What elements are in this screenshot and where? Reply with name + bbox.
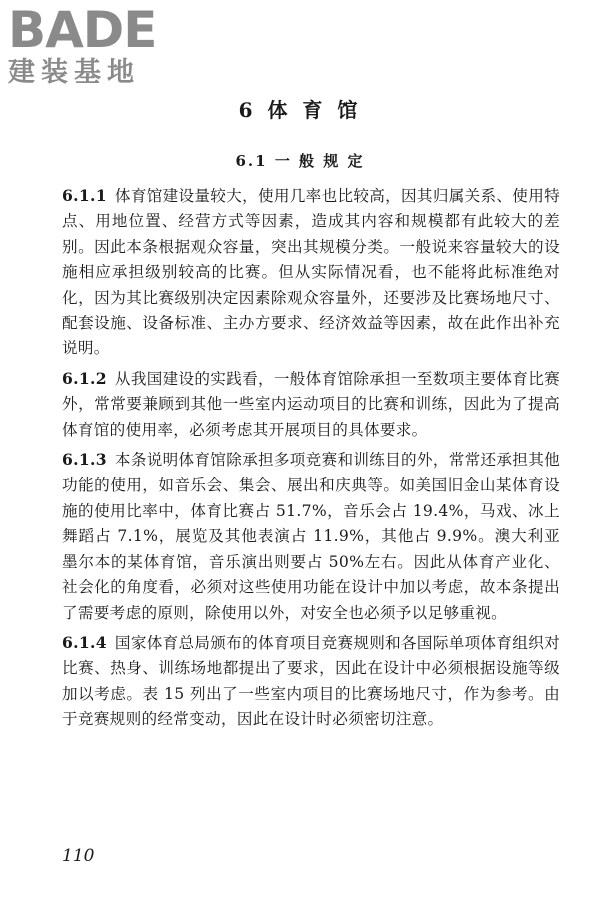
section-title: 6.1 一 般 规 定	[235, 152, 365, 170]
logo-subtitle: 建装基地	[8, 57, 140, 88]
clause-paragraph	[62, 447, 560, 626]
document-body	[62, 183, 560, 737]
clause-paragraph	[62, 366, 560, 443]
clause-number: 6.1.1	[62, 186, 107, 205]
clause-number: 6.1.4	[62, 632, 107, 652]
clause-number: 6.1.2	[62, 368, 107, 388]
clause-paragraph	[62, 630, 560, 733]
clause-text: 体育馆建设量较大，使用几率也比较高，因其归属关系、使用特点、用地位置、经营方式等因素，造成其内容和规模都有此较大的差别。因此本条根据观众容量，突出其规模分类。一般说来容量较大的设施相应承担级别较高的比赛。但从实际情况看，也不能将此标准绝对化，因为其比赛级别决定因素除观众容量外，还要涉及比赛场地尺寸、配套设施、设备标准、主办方要求、经济效益等因素，故在此作出补充说明。	[62, 187, 560, 358]
clause-paragraph	[62, 183, 560, 362]
bade-logo	[8, 1, 178, 88]
clause-text: 国家体育总局颁布的体育项目竞赛规则和各国际单项体育组织对比赛、热身、训练场地都提出了要求，因此在设计中必须根据设施等级加以考虑。表 15 列出了一些室内项目的比赛场地尺寸，作为参考。由于竞赛规则的经常变动，因此在设计时必须密切注意。	[62, 633, 560, 729]
chapter-title: 6 体 育 馆	[238, 98, 362, 122]
clause-number: 6.1.3	[62, 450, 107, 470]
logo-text: BADE	[8, 1, 157, 59]
page-number: 110	[62, 846, 95, 866]
clause-text: 本条说明体育馆除承担多项竞赛和训练目的外，常常还承担其他功能的使用，如音乐会、集会、展出和庆典等。如美国旧金山某体育设施的使用比率中，体育比赛占 51.7%，音乐会占 19.4%，马戏、冰上舞蹈占 7.1%，展览及其他表演占 11.9%，其他占 9.9%。澳大利亚墨尔本的某体育馆，音乐演出则要占 50%左右。因此从体育产业化、社会化的角度看，必须对这些使用功能在设计中加以考虑，故本条提出了需要考虑的原则，除使用以外，对安全也必须予以足够重视。	[62, 451, 560, 622]
clause-text: 从我国建设的实践看，一般体育馆除承担一至数项主要体育比赛外，常常要兼顾到其他一些室内运动项目的比赛和训练，因此为了提高体育馆的使用率，必须考虑其开展项目的具体要求。	[62, 369, 560, 439]
